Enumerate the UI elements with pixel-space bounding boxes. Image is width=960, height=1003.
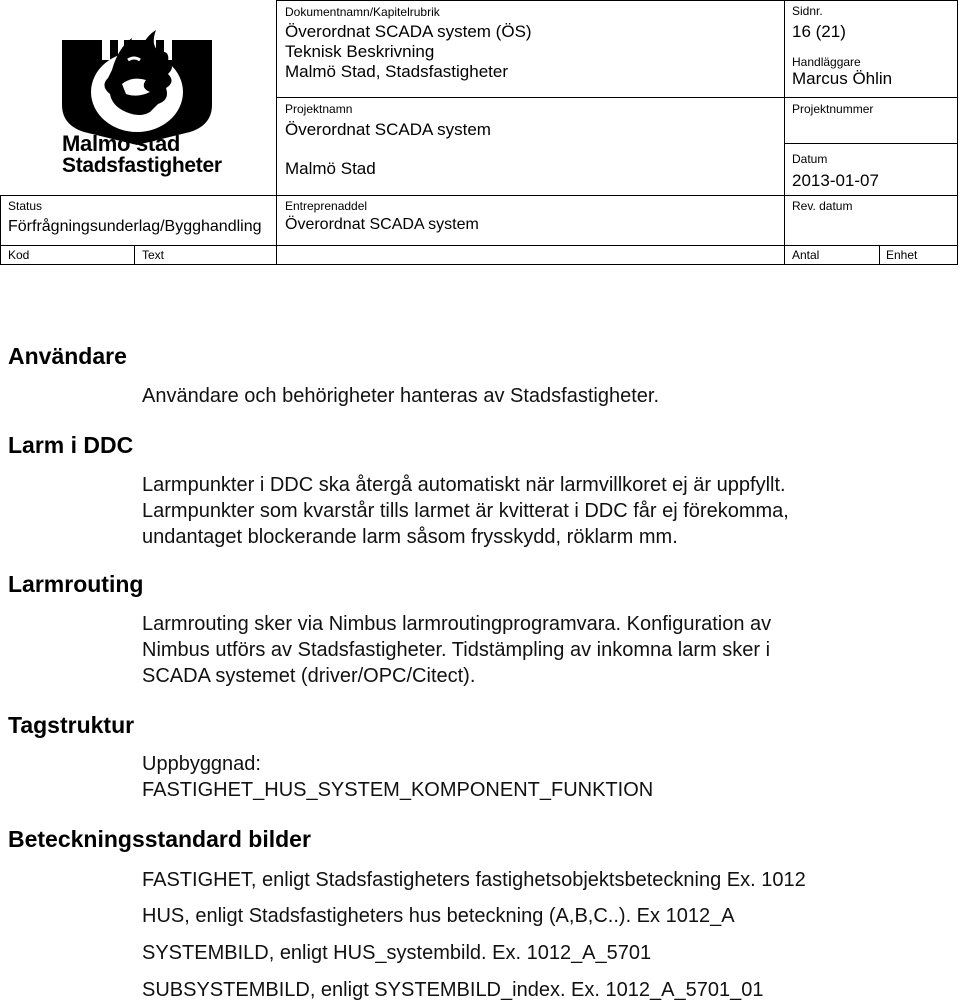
col-vline-text [134,245,135,265]
larm-line-3: undantaget blockerande larm såsom frysskydd, röklarm mm. [142,526,678,548]
column-header-kod: Kod [8,248,30,262]
project-name-label: Projektnamn [285,102,353,116]
column-header-enhet: Enhet [886,248,918,262]
doc-title-line1: Överordnat SCADA system (ÖS) [285,22,532,41]
bilder-line-2: HUS, enligt Stadsfastigheters hus beteckning (A,B,C..). Ex 1012_A [142,905,735,927]
rev-date-label: Rev. datum [792,199,853,213]
doc-title-label: Dokumentnamn/Kapitelrubrik [285,5,440,19]
section-heading-larmrouting: Larmrouting [8,571,144,597]
header-hline-5 [0,264,958,265]
section-heading-anvandare: Användare [8,343,127,369]
date-label: Datum [792,152,828,166]
project-name-value: Överordnat SCADA system [285,120,491,139]
doc-title-line3: Malmö Stad, Stadsfastigheter [285,62,509,81]
project-number-label: Projektnummer [792,102,874,116]
header-hline-2 [784,143,958,144]
section-heading-larm: Larm i DDC [8,432,134,458]
contract-value: Överordnat SCADA system [285,216,479,233]
tag-line-2: FASTIGHET_HUS_SYSTEM_KOMPONENT_FUNKTION [142,779,654,801]
header-vline-right [957,0,958,265]
bilder-line-1: FASTIGHET, enligt Stadsfastigheters fastighetsobjektsbeteckning Ex. 1012 [142,869,806,891]
project-city: Malmö Stad [285,159,376,178]
section-heading-tagstruktur: Tagstruktur [8,712,135,738]
column-header-antal: Antal [792,248,820,262]
bilder-line-4: SUBSYSTEMBILD, enligt SYSTEMBILD_index. Ex. 1012_A_5701_01 [142,979,764,1001]
page-number-label: Sidnr. [792,4,823,18]
handler-value: Marcus Öhlin [792,69,893,88]
col-vline-enhet [879,245,880,265]
header-vline-1 [276,0,277,265]
anvandare-paragraph: Användare och behörigheter hanteras av Stadsfastigheter. [142,385,660,407]
routing-line-1: Larmrouting sker via Nimbus larmroutingprogramvara. Konfiguration av [142,613,772,635]
status-value: Förfrågningsunderlag/Bygghandling [8,218,262,235]
col-vline-antal [784,245,785,265]
routing-line-2: Nimbus utförs av Stadsfastigheter. Tidstämpling av inkomna larm sker i [142,639,771,661]
bilder-line-3: SYSTEMBILD, enligt HUS_systembild. Ex. 1012_A_5701 [142,942,652,964]
column-header-text: Text [142,248,165,262]
header-vline-left-status [0,195,1,265]
handler-label: Handläggare [792,55,861,69]
header-hline-top-mid [276,0,958,1]
header-hline-3 [0,195,958,196]
malmo-stad-logo [0,0,276,195]
header-hline-1 [276,97,958,98]
logo-text-line2: Stadsfastigheter [62,154,222,177]
tag-line-1: Uppbyggnad: [142,753,261,775]
logo-text-line1: Malmö stad [62,131,181,156]
contract-label: Entreprenaddel [285,199,368,213]
status-label: Status [8,199,43,213]
doc-title-line2: Teknisk Beskrivning [285,42,435,61]
header-hline-4 [0,245,958,246]
header-vline-2 [784,0,785,246]
routing-line-3: SCADA systemet (driver/OPC/Citect). [142,665,476,687]
page-number-value: 16 (21) [792,22,846,41]
larm-line-1: Larmpunkter i DDC ska återgå automatiskt när larmvillkoret ej är uppfyllt. [142,474,786,496]
section-heading-beteckningsstandard: Beteckningsstandard bilder [8,826,311,852]
larm-line-2: Larmpunkter som kvarstår tills larmet är kvitterat i DDC får ej förekomma, [142,500,789,522]
date-value: 2013-01-07 [792,171,879,190]
